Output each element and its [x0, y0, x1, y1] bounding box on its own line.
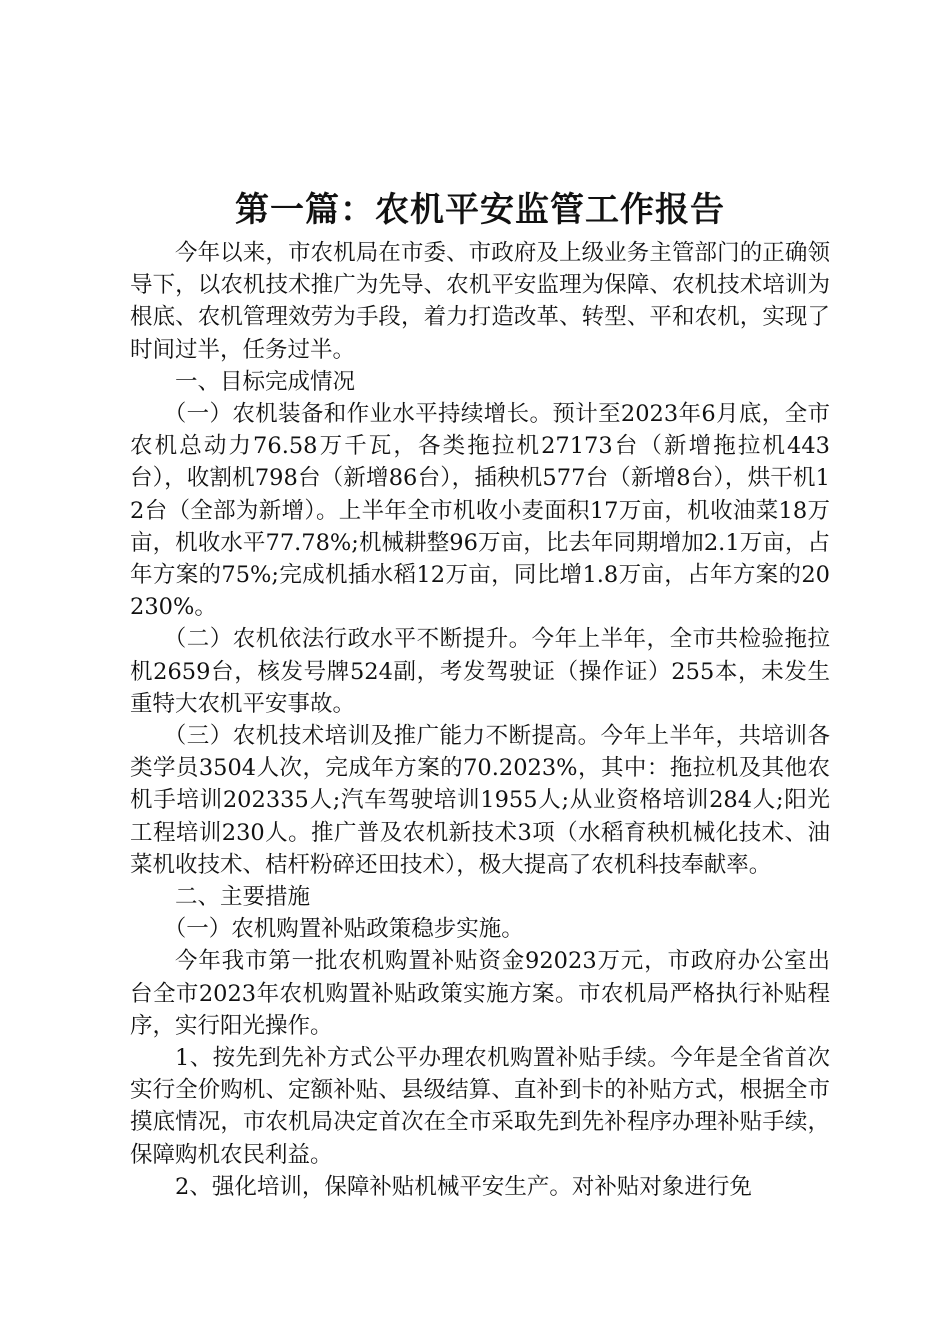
paragraph-first-come: 1、按先到先补方式公平办理农机购置补贴手续。今年是全省首次实行全价购机、定额补贴、县级结算、直补到卡的补贴方式，根据全市摸底情况，市农机局决定首次在全市采取先到先补程序办理补贴手续，保障购机农民利益。: [130, 1045, 830, 1168]
document-title: 第一篇：农机平安监管工作报告: [235, 190, 725, 230]
paragraph-administration: （二）农机依法行政水平不断提升。今年上半年，全市共检验拖拉机2659台，核发号牌524副，考发驾驶证（操作证）255本，未发生重特大农机平安事故。: [130, 626, 830, 717]
section-heading-targets: 一、目标完成情况: [175, 368, 356, 395]
section-heading-measures: 二、主要措施: [175, 884, 311, 911]
document-body: [130, 237, 830, 1203]
paragraph-training: （三）农机技术培训及推广能力不断提高。今年上半年，共培训各类学员3504人次，完成年方案的70.2023%，其中：拖拉机及其他农机手培训202335人;汽车驾驶培训1955人;从业资格培训284人;阳光工程培训230人。推广普及农机新技术3项（水稻育秧机械化技术、油菜机收技术、桔杆粉碎还田技术），极大提高了农机科技奉献率。: [130, 723, 830, 878]
paragraph-equipment: （一）农机装备和作业水平持续增长。预计至2023年6月底，全市农机总动力76.58万千瓦，各类拖拉机27173台（新增拖拉机443台），收割机798台（新增86台），插秧机577台（新增8台），烘干机12台（全部为新增）。上半年全市机收小麦面积17万亩，机收油菜18万亩，机收水平77.78%;机械耕整96万亩，比去年同期增加2.1万亩，占年方案的75%;完成机插水稻12万亩，同比增1.8万亩，占年方案的20230%。: [130, 401, 830, 621]
paragraph-strengthen-training: 2、强化培训，保障补贴机械平安生产。对补贴对象进行免: [175, 1173, 752, 1200]
paragraph-intro: 今年以来，市农机局在市委、市政府及上级业务主管部门的正确领导下，以农机技术推广为先导、农机平安监理为保障、农机技术培训为根底、农机管理效劳为手段，着力打造改革、转型、平和农机，实现了时间过半，任务过半。: [130, 240, 830, 363]
subheading-subsidy: （一）农机购置补贴政策稳步实施。: [163, 916, 524, 943]
paragraph-subsidy-funds: 今年我市第一批农机购置补贴资金92023万元，市政府办公室出台全市2023年农机购置补贴政策实施方案。市农机局严格执行补贴程序，实行阳光操作。: [130, 948, 830, 1039]
document-page: [130, 185, 830, 1203]
